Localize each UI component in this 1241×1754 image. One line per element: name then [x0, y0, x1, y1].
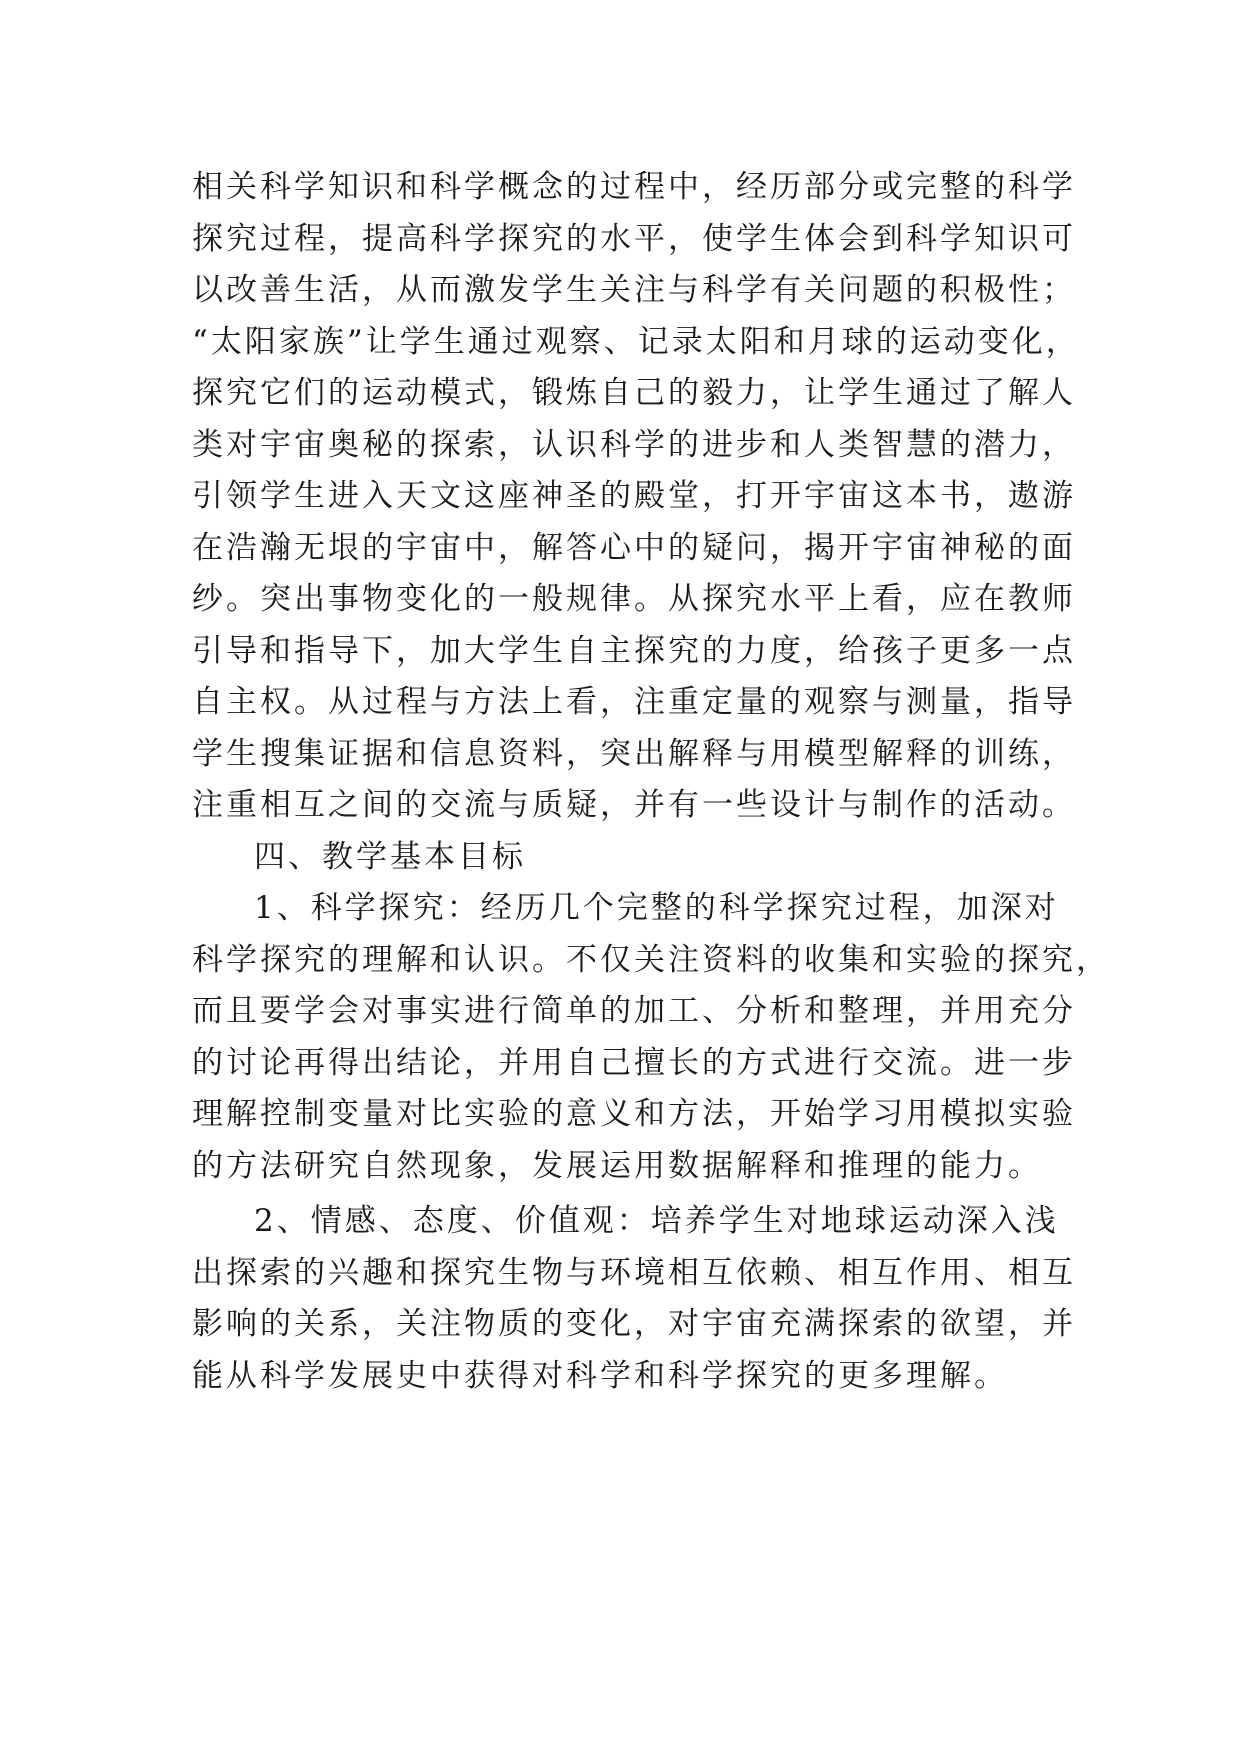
text-line: 而且要学会对事实进行简单的加工、分析和整理，并用充分 [192, 993, 1076, 1029]
text-line: 以改善生活，从而激发学生关注与科学有关问题的积极性； [192, 272, 1076, 308]
text-line: 理解控制变量对比实验的意义和方法，开始学习用模拟实验 [192, 1096, 1076, 1132]
text-line: 纱。突出事物变化的一般规律。从探究水平上看，应在教师 [192, 581, 1076, 617]
text-line: 的方法研究自然现象，发展运用数据解释和推理的能力。 [192, 1147, 1042, 1184]
text-line: 影响的关系，关注物质的变化，对宇宙充满探索的欲望，并 [192, 1306, 1076, 1342]
section-heading: 四、教学基本目标 [254, 838, 526, 875]
text-line: 1、科学探究：经历几个完整的科学探究过程，加深对 [254, 890, 1059, 926]
text-line: 科学探究的理解和认识。不仅关注资料的收集和实验的探究， [192, 941, 1110, 978]
text-line: 引领学生进入天文这座神圣的殿堂，打开宇宙这本书，遨游 [192, 478, 1076, 514]
text-line: 引导和指导下，加大学生自主探究的力度，给孩子更多一点 [192, 632, 1076, 669]
text-line: 类对宇宙奥秘的探索，认识科学的进步和人类智慧的潜力， [192, 426, 1076, 463]
text-line: 注重相互之间的交流与质疑，并有一些设计与制作的活动。 [192, 787, 1076, 823]
text-line: “太阳家族”让学生通过观察、记录太阳和月球的运动变化， [192, 323, 1080, 360]
text-line: 探究它们的运动模式，锻炼自己的毅力，让学生通过了解人 [192, 375, 1076, 411]
text-line: 探究过程，提高科学探究的水平，使学生体会到科学知识可 [192, 220, 1076, 257]
text-line: 能从科学发展史中获得对科学和科学探究的更多理解。 [192, 1357, 1008, 1394]
text-line: 2、情感、态度、价值观：培养学生对地球运动深入浅 [254, 1203, 1059, 1239]
text-line: 自主权。从过程与方法上看，注重定量的观察与测量，指导 [192, 684, 1076, 720]
text-line: 在浩瀚无垠的宇宙中，解答心中的疑问，揭开宇宙神秘的面 [192, 529, 1076, 566]
text-line: 相关科学知识和科学概念的过程中，经历部分或完整的科学 [192, 169, 1076, 205]
text-line: 出探索的兴趣和探究生物与环境相互依赖、相互作用、相互 [192, 1254, 1076, 1291]
text-line: 学生搜集证据和信息资料，突出解释与用模型解释的训练， [192, 735, 1076, 772]
document-body [192, 162, 1110, 1402]
text-line: 的讨论再得出结论，并用自己擅长的方式进行交流。进一步 [192, 1044, 1076, 1081]
